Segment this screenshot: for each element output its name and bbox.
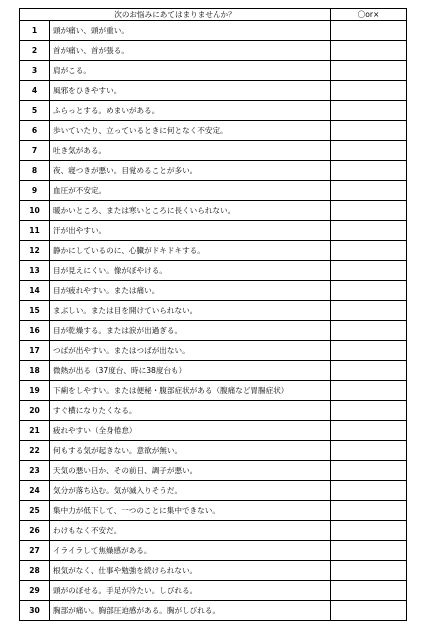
symptom-text: 首が痛い、首が張る。	[50, 41, 331, 61]
mark-cell[interactable]	[331, 601, 407, 621]
mark-cell[interactable]	[331, 461, 407, 481]
table-row	[20, 61, 407, 81]
symptom-text: 汗が出やすい。	[50, 221, 331, 241]
row-number: 25	[20, 501, 50, 521]
mark-cell[interactable]	[331, 521, 407, 541]
mark-cell[interactable]	[331, 141, 407, 161]
table-row	[20, 301, 407, 321]
mark-cell[interactable]	[331, 341, 407, 361]
row-number: 12	[20, 241, 50, 261]
row-number: 15	[20, 301, 50, 321]
mark-cell[interactable]	[331, 541, 407, 561]
row-number: 14	[20, 281, 50, 301]
table-row	[20, 161, 407, 181]
mark-cell[interactable]	[331, 61, 407, 81]
mark-column-header: 〇or×	[331, 9, 407, 21]
mark-cell[interactable]	[331, 241, 407, 261]
row-number: 5	[20, 101, 50, 121]
symptom-text: つばが出やすい。またはつばが出ない。	[50, 341, 331, 361]
symptom-text: 夜、寝つきが悪い。目覚めることが多い。	[50, 161, 331, 181]
mark-cell[interactable]	[331, 281, 407, 301]
table-row	[20, 521, 407, 541]
row-number: 22	[20, 441, 50, 461]
symptom-text: 風邪をひきやすい。	[50, 81, 331, 101]
symptom-text: 吐き気がある。	[50, 141, 331, 161]
row-number: 17	[20, 341, 50, 361]
mark-cell[interactable]	[331, 121, 407, 141]
table-row	[20, 321, 407, 341]
symptom-text: 静かにしているのに、心臓がドキドキする。	[50, 241, 331, 261]
table-row	[20, 141, 407, 161]
mark-cell[interactable]	[331, 221, 407, 241]
symptom-text: 根気がなく、仕事や勉強を続けられない。	[50, 561, 331, 581]
symptom-text: ふらっとする。めまいがある。	[50, 101, 331, 121]
mark-cell[interactable]	[331, 361, 407, 381]
checklist-table	[19, 8, 407, 621]
row-number: 27	[20, 541, 50, 561]
symptom-text: 血圧が不安定。	[50, 181, 331, 201]
table-row	[20, 481, 407, 501]
row-number: 11	[20, 221, 50, 241]
mark-cell[interactable]	[331, 101, 407, 121]
row-number: 7	[20, 141, 50, 161]
table-row	[20, 381, 407, 401]
table-row	[20, 421, 407, 441]
table-row	[20, 441, 407, 461]
symptom-text: 下痢をしやすい。または便秘・腹部症状がある（腹痛など胃腸症状）	[50, 381, 331, 401]
mark-cell[interactable]	[331, 561, 407, 581]
mark-cell[interactable]	[331, 41, 407, 61]
symptom-text: 頭がのぼせる。手足が冷たい。しびれる。	[50, 581, 331, 601]
table-row	[20, 561, 407, 581]
row-number: 6	[20, 121, 50, 141]
table-row	[20, 81, 407, 101]
row-number: 23	[20, 461, 50, 481]
table-row	[20, 501, 407, 521]
mark-cell[interactable]	[331, 501, 407, 521]
header-row	[20, 9, 407, 21]
mark-cell[interactable]	[331, 201, 407, 221]
mark-cell[interactable]	[331, 261, 407, 281]
row-number: 26	[20, 521, 50, 541]
symptom-text: 胸部が痛い。胸部圧迫感がある。胸がしびれる。	[50, 601, 331, 621]
row-number: 28	[20, 561, 50, 581]
symptom-text: イライラして焦燥感がある。	[50, 541, 331, 561]
row-number: 2	[20, 41, 50, 61]
table-row	[20, 201, 407, 221]
row-number: 3	[20, 61, 50, 81]
table-row	[20, 21, 407, 41]
table-row	[20, 601, 407, 621]
row-number: 9	[20, 181, 50, 201]
row-number: 4	[20, 81, 50, 101]
table-row	[20, 581, 407, 601]
table-row	[20, 181, 407, 201]
mark-cell[interactable]	[331, 321, 407, 341]
row-number: 13	[20, 261, 50, 281]
row-number: 1	[20, 21, 50, 41]
symptom-text: 目が疲れやすい。または痛い。	[50, 281, 331, 301]
table-row	[20, 541, 407, 561]
table-row	[20, 361, 407, 381]
mark-cell[interactable]	[331, 401, 407, 421]
table-row	[20, 121, 407, 141]
table-row	[20, 401, 407, 421]
symptom-text: 何もする気が起きない。意欲が無い。	[50, 441, 331, 461]
symptom-text: 目が乾燥する。または涙が出過ぎる。	[50, 321, 331, 341]
mark-cell[interactable]	[331, 481, 407, 501]
mark-cell[interactable]	[331, 161, 407, 181]
table-row	[20, 461, 407, 481]
mark-cell[interactable]	[331, 581, 407, 601]
row-number: 8	[20, 161, 50, 181]
table-row	[20, 41, 407, 61]
table-row	[20, 281, 407, 301]
mark-cell[interactable]	[331, 181, 407, 201]
table-row	[20, 241, 407, 261]
mark-cell[interactable]	[331, 301, 407, 321]
mark-cell[interactable]	[331, 421, 407, 441]
symptom-text: 頭が痛い、頭が重い。	[50, 21, 331, 41]
symptom-text: 気分が落ち込む。気が滅入りそうだ。	[50, 481, 331, 501]
row-number: 24	[20, 481, 50, 501]
question-header: 次のお悩みにあてはまりませんか？	[20, 9, 331, 21]
mark-cell[interactable]	[331, 441, 407, 461]
symptom-text: 歩いていたり、立っているときに何となく不安定。	[50, 121, 331, 141]
row-number: 16	[20, 321, 50, 341]
row-number: 18	[20, 361, 50, 381]
mark-cell[interactable]	[331, 381, 407, 401]
mark-cell[interactable]	[331, 21, 407, 41]
symptom-text: 暖かいところ、または寒いところに長くいられない。	[50, 201, 331, 221]
mark-cell[interactable]	[331, 81, 407, 101]
symptom-text: 目が見えにくい。像がぼやける。	[50, 261, 331, 281]
row-number: 20	[20, 401, 50, 421]
row-number: 10	[20, 201, 50, 221]
symptom-text: 疲れやすい（全身倦怠）	[50, 421, 331, 441]
table-row	[20, 101, 407, 121]
table-row	[20, 221, 407, 241]
symptom-text: わけもなく不安だ。	[50, 521, 331, 541]
symptom-text: 天気の悪い日か、その前日、調子が悪い。	[50, 461, 331, 481]
symptom-text: まぶしい。または目を開けていられない。	[50, 301, 331, 321]
symptom-text: 集中力が低下して、一つのことに集中できない。	[50, 501, 331, 521]
row-number: 21	[20, 421, 50, 441]
table-row	[20, 341, 407, 361]
row-number: 19	[20, 381, 50, 401]
row-number: 30	[20, 601, 50, 621]
symptom-text: 微熱が出る（37度台、時に38度台も）	[50, 361, 331, 381]
symptom-text: すぐ横になりたくなる。	[50, 401, 331, 421]
symptom-text: 肩がこる。	[50, 61, 331, 81]
row-number: 29	[20, 581, 50, 601]
table-row	[20, 261, 407, 281]
